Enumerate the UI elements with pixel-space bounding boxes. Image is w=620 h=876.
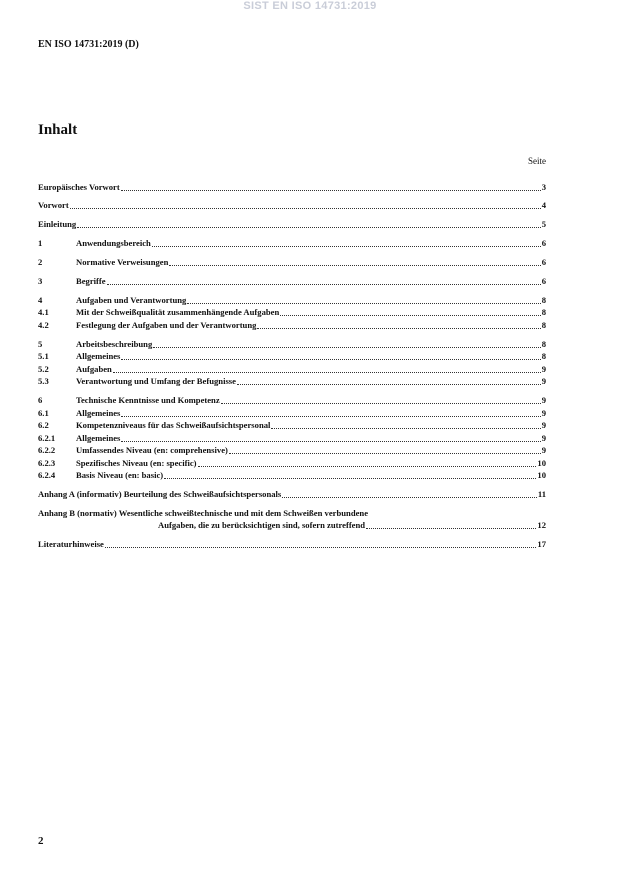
toc-entry-number: 3	[38, 275, 43, 286]
toc-entry-page: 6	[541, 257, 546, 268]
toc-entry[interactable]	[38, 180, 546, 193]
dot-leader	[121, 359, 540, 360]
dot-leader	[237, 384, 541, 385]
toc-entry-page: 8	[541, 307, 546, 318]
dot-leader	[282, 497, 537, 498]
toc-entry-title: Allgemeines	[76, 351, 121, 362]
toc-entry-title: Aufgaben, die zu berücksichtigen sind, sofern zutreffend	[158, 520, 366, 531]
toc-entry-annex-b[interactable]	[38, 506, 546, 531]
toc-entry[interactable]	[38, 488, 546, 501]
dot-leader	[121, 441, 540, 442]
page-number: 2	[38, 835, 44, 847]
toc-entry-title: Anwendungsbereich	[76, 238, 151, 249]
toc-entry-page: 9	[541, 395, 546, 406]
toc-entry-page: 6	[541, 275, 546, 286]
dot-leader	[152, 246, 541, 247]
toc-entry-title: Normative Verweisungen	[76, 257, 169, 268]
toc-entry-bibliography[interactable]	[38, 538, 546, 551]
toc-entry-title: Einleitung	[38, 219, 77, 230]
toc-entry-page: 9	[541, 376, 546, 387]
toc-entry[interactable]	[38, 318, 546, 331]
toc-entry[interactable]	[38, 406, 546, 419]
toc-entry-number: 6.1	[38, 407, 49, 418]
toc-entry-page: 5	[541, 219, 546, 230]
toc-entry-page: 10	[537, 457, 546, 468]
toc-entry[interactable]	[38, 256, 546, 269]
toc-entry-page: 9	[541, 407, 546, 418]
dot-leader	[105, 547, 537, 548]
dot-leader	[271, 428, 540, 429]
toc-entry-number: 1	[38, 238, 43, 249]
toc-entry-page: 11	[537, 489, 546, 500]
toc-entry[interactable]	[38, 218, 546, 231]
toc-entry-title: Kompetenzniveaus für das Schweißaufsichtspersonal	[76, 420, 271, 431]
toc-entry-page: 8	[541, 294, 546, 305]
dot-leader	[187, 303, 540, 304]
toc-entry-number: 4.1	[38, 307, 49, 318]
toc-entry-number: 5	[38, 338, 43, 349]
page-column-label: Seite	[528, 156, 546, 166]
toc-heading: Inhalt	[38, 122, 78, 138]
toc-entry-number: 6.2.4	[38, 470, 56, 481]
toc-entry[interactable]	[38, 274, 546, 287]
toc-entry-number: 6.2.1	[38, 432, 56, 443]
toc-entry-number: 4	[38, 294, 43, 305]
document-id: EN ISO 14731:2019 (D)	[38, 39, 139, 50]
toc-entry-title: Aufgaben	[76, 363, 112, 374]
dot-leader	[121, 190, 541, 191]
dot-leader	[366, 528, 536, 529]
dot-leader	[121, 416, 540, 417]
dot-leader	[280, 315, 540, 316]
toc-entry-title: Vorwort	[38, 200, 69, 211]
toc-entry-page: 17	[537, 539, 546, 550]
toc-entry[interactable]	[38, 350, 546, 363]
dot-leader	[257, 328, 540, 329]
dot-leader	[70, 208, 541, 209]
toc-entry[interactable]	[38, 375, 546, 388]
toc-entry-number: 5.2	[38, 363, 49, 374]
toc-entry-title: Mit der Schweißqualität zusammenhängende Aufgaben	[76, 307, 280, 318]
toc-entry-number: 5.3	[38, 376, 49, 387]
toc-entry[interactable]	[38, 419, 546, 432]
toc-entry-title: Begriffe	[76, 275, 106, 286]
dot-leader	[229, 453, 541, 454]
toc-entry[interactable]	[38, 394, 546, 407]
toc-entry-title: Basis Niveau (en: basic)	[76, 470, 164, 481]
toc-entry-title: Aufgaben und Verantwortung	[76, 294, 187, 305]
toc-entry-page: 4	[541, 200, 546, 211]
toc-entry-title: Verantwortung und Umfang der Befugnisse	[76, 376, 236, 387]
toc-entry[interactable]	[38, 362, 546, 375]
toc-entry-title: Anhang A (informativ) Beurteilung des Schweißaufsichtspersonals	[38, 489, 282, 500]
watermark: SIST EN ISO 14731:2019	[243, 0, 377, 12]
dot-leader	[77, 227, 540, 228]
toc-entry-title: Spezifisches Niveau (en: specific)	[76, 457, 197, 468]
toc-entry-page: 8	[541, 338, 546, 349]
toc-entry-number: 6	[38, 395, 43, 406]
toc-entry[interactable]	[38, 337, 546, 350]
toc-entry-number: 6.2.2	[38, 445, 56, 456]
toc-entry-title: Allgemeines	[76, 407, 121, 418]
toc-entry-title: Literaturhinweise	[38, 539, 104, 550]
toc-entry-title: Arbeitsbeschreibung	[76, 338, 153, 349]
toc-entry-page: 8	[541, 351, 546, 362]
toc-entry-number: 2	[38, 257, 43, 268]
toc-entry-page: 9	[541, 432, 546, 443]
toc-entry-title: Europäisches Vorwort	[38, 181, 120, 192]
toc-entry-page: 9	[541, 445, 546, 456]
toc-entry-page: 12	[537, 520, 546, 531]
dot-leader	[153, 347, 540, 348]
toc-entry[interactable]	[38, 456, 546, 469]
toc-entry[interactable]	[38, 293, 546, 306]
toc-entry-title: Anhang B (normativ) Wesentliche schweißtechnische und mit dem Schweißen verbundene	[38, 507, 369, 518]
toc-entry-page: 9	[541, 420, 546, 431]
toc-entry-number: 5.1	[38, 351, 49, 362]
toc-entry-page: 8	[541, 319, 546, 330]
dot-leader	[107, 284, 541, 285]
toc-entry[interactable]	[38, 237, 546, 250]
toc-entry-page: 3	[541, 181, 546, 192]
toc-entry-number: 6.2.3	[38, 457, 56, 468]
toc-entry-title: Allgemeines	[76, 432, 121, 443]
dot-leader	[164, 478, 536, 479]
toc-entry-page: 9	[541, 363, 546, 374]
dot-leader	[169, 265, 540, 266]
toc-entry-page: 6	[541, 238, 546, 249]
dot-leader	[198, 466, 537, 467]
toc-entry-title: Festlegung der Aufgaben und der Verantwortung	[76, 319, 257, 330]
toc-entry[interactable]	[38, 431, 546, 444]
toc-entry[interactable]	[38, 199, 546, 212]
toc-entry-title: Umfassendes Niveau (en: comprehensive)	[76, 445, 228, 456]
toc-entry-title: Technische Kenntnisse und Kompetenz	[76, 395, 220, 406]
toc-entry[interactable]	[38, 469, 546, 482]
toc-entry-number: 4.2	[38, 319, 49, 330]
dot-leader	[113, 372, 541, 373]
table-of-contents	[38, 180, 546, 550]
toc-entry-number: 6.2	[38, 420, 49, 431]
toc-entry-page: 10	[537, 470, 546, 481]
dot-leader	[221, 403, 541, 404]
toc-entry[interactable]	[38, 306, 546, 319]
toc-entry[interactable]	[38, 444, 546, 457]
